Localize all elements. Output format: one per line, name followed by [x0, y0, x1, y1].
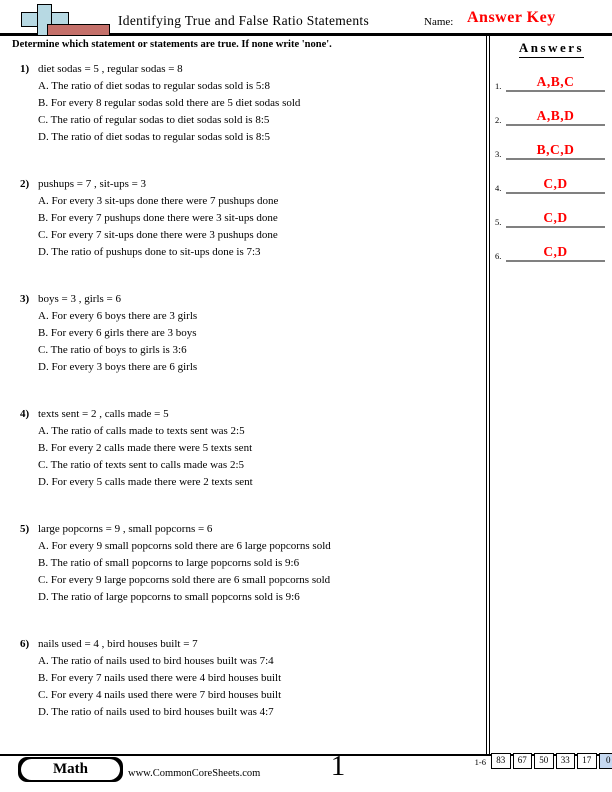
name-label: Name:: [424, 16, 454, 28]
answer-number: 4.: [495, 183, 502, 193]
question-statement: pushups = 7 , sit-ups = 3: [38, 178, 147, 190]
score-box: 33: [556, 753, 576, 769]
subject-label: Math: [21, 759, 120, 780]
answer-row-3: [495, 134, 607, 160]
answer-number: 1.: [495, 81, 502, 91]
option-a: A. For every 6 boys there are 3 girls: [38, 310, 198, 322]
question-statement: large popcorns = 9 , small popcorns = 6: [38, 523, 213, 535]
answer-value: A,B,D: [536, 108, 575, 123]
answer-row-6: [495, 236, 607, 262]
question-1: [20, 61, 480, 146]
answer-number: 5.: [495, 217, 502, 227]
answers-title: Answers: [519, 40, 584, 58]
answer-row-2: [495, 100, 607, 126]
answer-value: C,D: [543, 176, 568, 191]
option-b: B. The ratio of small popcorns to large popcorns sold is 9:6: [38, 557, 300, 569]
website-text: www.CommonCoreSheets.com: [128, 768, 261, 779]
question-6: [20, 636, 480, 721]
question-number: 2): [20, 178, 30, 190]
question-4: [20, 406, 480, 491]
option-b: B. For every 2 calls made there were 5 texts sent: [38, 442, 253, 454]
answer-blank-line: [506, 124, 605, 126]
question-number: 6): [20, 638, 30, 650]
question-statement: diet sodas = 5 , regular sodas = 8: [38, 63, 183, 75]
option-c: C. For every 7 sit-ups done there were 3 pushups done: [38, 229, 278, 241]
score-box: 17: [577, 753, 597, 769]
question-number: 4): [20, 408, 30, 420]
answer-value: A,B,C: [536, 74, 575, 89]
question-statement: nails used = 4 , bird houses built = 7: [38, 638, 198, 650]
plus-icon-center: [39, 14, 51, 24]
option-d: D. The ratio of nails used to bird houses built was 4:7: [38, 706, 274, 718]
page-number: 1: [330, 750, 346, 782]
score-boxes: [491, 753, 612, 769]
score-box: 67: [513, 753, 533, 769]
answer-value: C,D: [543, 244, 568, 259]
option-d: D. For every 5 calls made there were 2 texts sent: [38, 476, 253, 488]
answer-row-4: [495, 168, 607, 194]
minus-icon-bar: [47, 24, 110, 36]
option-d: D. The ratio of diet sodas to regular sodas sold is 8:5: [38, 131, 270, 143]
option-b: B. For every 6 girls there are 3 boys: [38, 327, 197, 339]
option-c: C. For every 9 large popcorns sold there are 6 small popcorns sold: [38, 574, 331, 586]
answer-blank-line: [506, 90, 605, 92]
answers-panel: [491, 34, 612, 754]
score-range-label: 1-6: [474, 757, 486, 767]
question-statement: texts sent = 2 , calls made = 5: [38, 408, 169, 420]
option-c: C. For every 4 nails used there were 7 bird houses built: [38, 689, 282, 701]
option-c: C. The ratio of regular sodas to diet sodas sold is 8:5: [38, 114, 270, 126]
answer-number: 2.: [495, 115, 502, 125]
question-statement: boys = 3 , girls = 6: [38, 293, 121, 305]
instruction-text: Determine which statement or statements are true. If none write 'none'.: [12, 39, 332, 50]
question-3: [20, 291, 480, 376]
option-b: B. For every 8 regular sodas sold there are 5 diet sodas sold: [38, 97, 301, 109]
option-b: B. For every 7 nails used there were 4 bird houses built: [38, 672, 282, 684]
answer-number: 6.: [495, 251, 502, 261]
question-2: [20, 176, 480, 261]
answer-blank-line: [506, 158, 605, 160]
option-a: A. For every 9 small popcorns sold there are 6 large popcorns sold: [38, 540, 331, 552]
answer-row-5: [495, 202, 607, 228]
question-number: 1): [20, 63, 30, 75]
answer-blank-line: [506, 192, 605, 194]
option-c: C. The ratio of boys to girls is 3:6: [38, 344, 187, 356]
option-d: D. For every 3 boys there are 6 girls: [38, 361, 198, 373]
question-number: 5): [20, 523, 30, 535]
score-box: 50: [534, 753, 554, 769]
vertical-divider: [486, 34, 490, 754]
score-box: 83: [491, 753, 511, 769]
answer-value: C,D: [543, 210, 568, 225]
option-b: B. For every 7 pushups done there were 3 sit-ups done: [38, 212, 278, 224]
answer-number: 3.: [495, 149, 502, 159]
answer-row-1: [495, 66, 607, 92]
answer-blank-line: [506, 226, 605, 228]
score-box-highlighted: 0: [599, 753, 612, 769]
page-title: Identifying True and False Ratio Statements: [118, 13, 370, 28]
answer-key-text: Answer Key: [467, 9, 556, 26]
commoncoresheets-logo-icon: [0, 0, 115, 40]
answer-blank-line: [506, 260, 605, 262]
question-5: [20, 521, 480, 606]
subject-badge: [18, 757, 123, 782]
option-d: D. The ratio of large popcorns to small popcorns sold is 9:6: [38, 591, 300, 603]
answer-value: B,C,D: [536, 142, 575, 157]
option-d: D. The ratio of pushups done to sit-ups done is 7:3: [38, 246, 261, 258]
option-c: C. The ratio of texts sent to calls made was 2:5: [38, 459, 245, 471]
option-a: A. For every 3 sit-ups done there were 7 pushups done: [38, 195, 279, 207]
option-a: A. The ratio of nails used to bird houses built was 7:4: [38, 655, 274, 667]
option-a: A. The ratio of calls made to texts sent was 2:5: [38, 425, 245, 437]
option-a: A. The ratio of diet sodas to regular sodas sold is 5:8: [38, 80, 270, 92]
question-number: 3): [20, 293, 30, 305]
